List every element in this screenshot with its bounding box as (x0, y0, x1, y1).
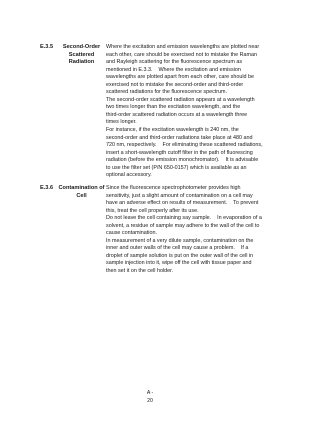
body-line: scattered radiations for the fluorescence spectrum. (106, 89, 228, 96)
body-line: Where the excitation and emission wavelengths are plotted near (106, 44, 260, 50)
body-line: two times longer than the excitation wavelength, and the (106, 104, 241, 111)
body-line: exercised not to mistake the second-order and third-order (106, 81, 244, 88)
section-title: Second-Order Scattered Radiation (62, 44, 101, 66)
section-number: E.3.6 (40, 185, 54, 191)
body-line: optional accessory. (106, 172, 152, 179)
body-line: each other, care should be exercised not to mistake the Raman (106, 51, 258, 58)
body-line: sample injection into it, wipe off the cell with tissue paper and (106, 260, 252, 267)
body-line: The second-order scattered radiation appears at a wavelength (106, 96, 255, 103)
body-line: mentioned in E.3.3. Where the excitation and emission (106, 66, 241, 73)
body-line: sensitivity, just a slight amount of contamination on a cell may (106, 192, 253, 199)
body-line: For instance, if the excitation wavelength is 240 nm, the (106, 127, 239, 134)
body-line: have an adverse effect on results of measurement. To prevent (106, 200, 259, 207)
body-line: times longer. (106, 119, 137, 126)
body-line: In measurement of a very dilute sample, contamination on the (106, 237, 254, 244)
section-number: E.3.5 (40, 44, 54, 50)
body-line: then set it on the cell holder. (106, 268, 174, 275)
body-line: cause contamination. (106, 230, 157, 237)
body-line: this, treat the cell properly after its use. (106, 207, 199, 214)
body-line: and Rayleigh scattering for the fluorescence spectrum as (106, 59, 243, 66)
body-line: Since the fluorescence spectrophotometer provides high (106, 185, 241, 191)
section-body (106, 44, 288, 180)
body-line: radiation (before the emission monochromator). It is advisable (106, 157, 259, 164)
body-line: second-order and third-order radiations take place at 480 and (106, 134, 253, 141)
page-number: 20 (147, 398, 153, 404)
body-line: inner and outer walls of the cell may cause a problem. If a (106, 245, 249, 252)
body-line: insert a short-wavelength cutoff filter in the path of fluorescing (106, 149, 253, 156)
body-line: droplet of sample solution is put on the outer wall of the cell in (106, 252, 254, 259)
body-line: Do not leave the cell containing say sample. In evaporation of a (106, 215, 262, 222)
section-body (106, 185, 288, 276)
body-line: solvent, a residue of sample may adhere to the wall of the cell to (106, 222, 260, 229)
body-line: wavelengths are plotted apart from each other, care should be (106, 74, 255, 81)
section-title: Contamination of Cell (58, 185, 105, 199)
body-line: 720 nm, respectively. For eliminating these scattered radiations, (106, 142, 263, 149)
page-footer-appendix: A - (146, 390, 154, 396)
body-line: to use the filter set (P/N 650-0157) which is available as an (106, 164, 247, 171)
body-line: third-order scattered radiation occurs at a wavelength three (106, 111, 248, 118)
